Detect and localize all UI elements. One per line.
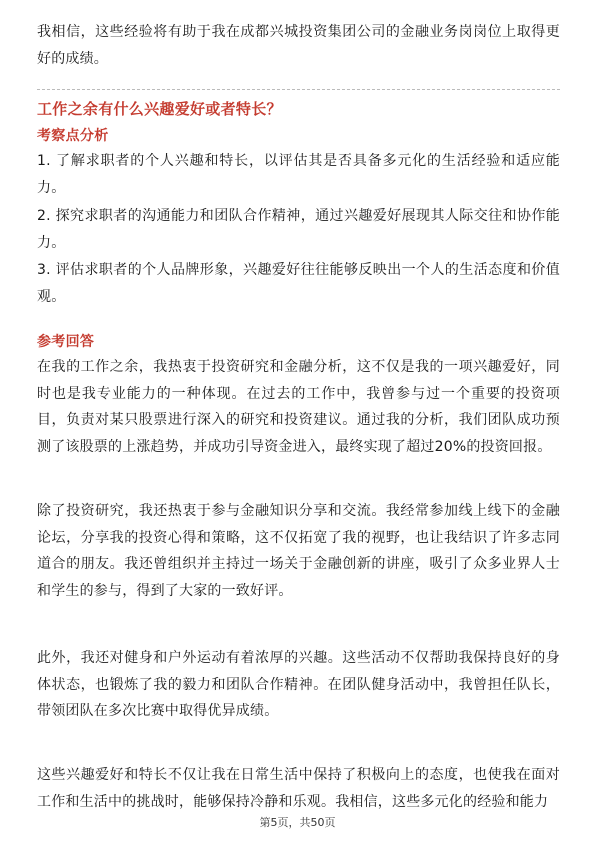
- page-number: 第5页，共50页: [259, 816, 336, 829]
- answer-paragraph: 在我的工作之余，我热衷于投资研究和金融分析，这不仅是我的一项兴趣爱好，同时也是我专业能力的一种体现。在过去的工作中，我曾参与过一个重要的投资项目，负责对某只股票进行深入的研究和投资建议。通过我的分析，我们团队成功预测了该股票的上涨趋势，并成功引导资金进入，最终实现了超过20%的投资回报。: [37, 359, 560, 455]
- question-title: 工作之余有什么兴趣爱好或者特长？: [37, 100, 282, 118]
- answer-paragraph: 这些兴趣爱好和特长不仅让我在日常生活中保持了积极向上的态度，也使我在面对工作和生活中的挑战时，能够保持冷静和乐观。我相信，这些多元化的经验和能力: [37, 767, 560, 810]
- analysis-point: 3. 评估求职者的个人品牌形象，兴趣爱好往往能够反映出一个人的生活态度和价值观。: [37, 262, 560, 305]
- answer-paragraph: 此外，我还对健身和户外运动有着浓厚的兴趣。这些活动不仅帮助我保持良好的身体状态，也锻炼了我的毅力和团队合作精神。在团队健身活动中，我曾担任队长，带领团队在多次比赛中取得优异成绩。: [37, 650, 560, 719]
- intro-paragraph: 我相信，这些经验将有助于我在成都兴城投资集团公司的金融业务岗岗位上取得更好的成绩。: [37, 24, 560, 67]
- analysis-heading: 考察点分析: [37, 128, 109, 144]
- section-divider: [37, 89, 560, 90]
- analysis-point: 2. 探究求职者的沟通能力和团队合作精神，通过兴趣爱好展现其人际交往和协作能力。: [37, 208, 560, 251]
- analysis-point: 1. 了解求职者的个人兴趣和特长，以评估其是否具备多元化的生活经验和适应能力。: [37, 153, 560, 196]
- answer-paragraph: 除了投资研究，我还热衷于参与金融知识分享和交流。我经常参加线上线下的金融论坛，分享我的投资心得和策略，这不仅拓宽了我的视野，也让我结识了许多志同道合的朋友。我还曾组织并主持过一场关于金融创新的讲座，吸引了众多业界人士和学生的参与，得到了大家的一致好评。: [37, 503, 560, 599]
- answer-heading: 参考回答: [37, 334, 95, 350]
